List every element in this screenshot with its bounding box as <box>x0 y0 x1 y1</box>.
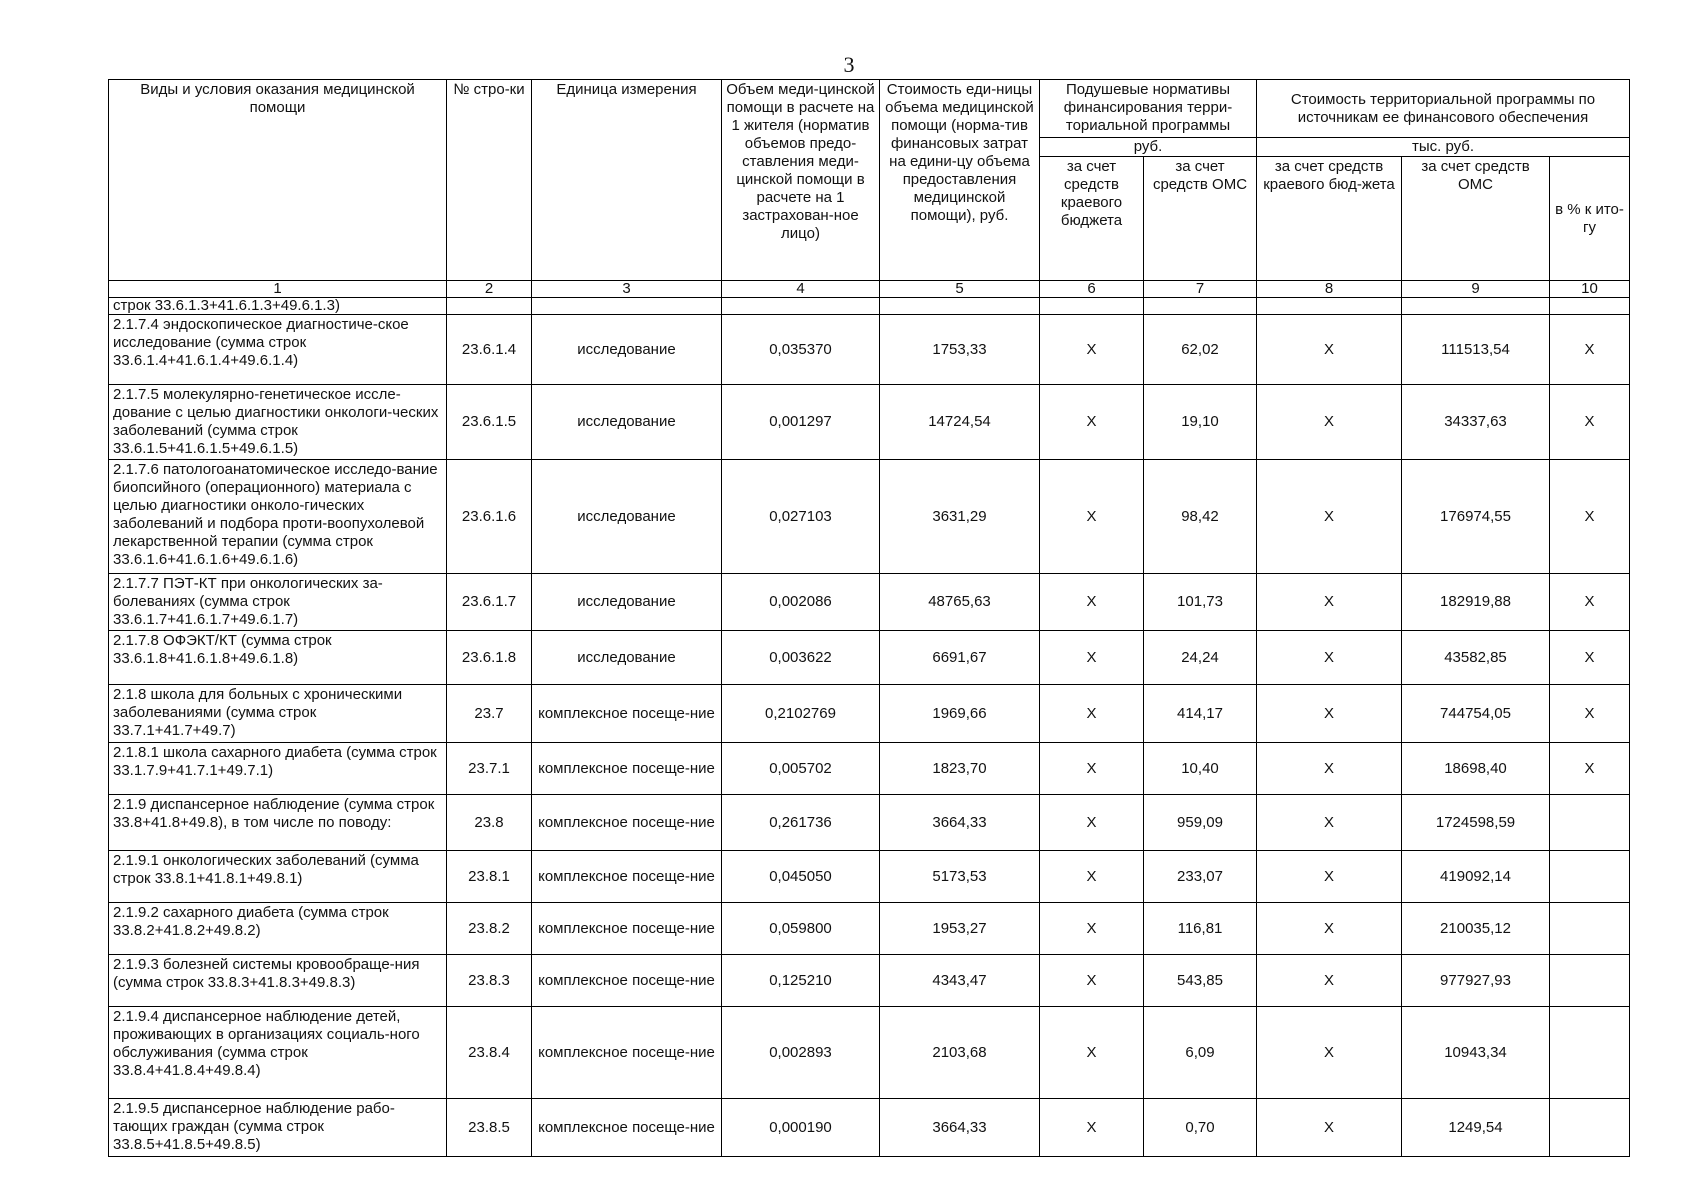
row-name: 2.1.8.1 школа сахарного диабета (сумма строк 33.1.7.9+41.7.1+49.7.1) <box>109 743 447 795</box>
financing-table <box>108 79 1630 1157</box>
row-percent-total <box>1550 903 1630 955</box>
row-unit-cost: 3631,29 <box>880 460 1040 574</box>
row-cost-regional-budget: X <box>1257 1007 1402 1099</box>
row-regional-budget: X <box>1040 1007 1144 1099</box>
column-number-row <box>109 281 1630 298</box>
row-name: 2.1.9.3 болезней системы кровообраще-ния (сумма строк 33.8.3+41.8.3+49.8.3) <box>109 955 447 1007</box>
row-regional-budget: X <box>1040 460 1144 574</box>
row-cost-oms: 43582,85 <box>1402 631 1550 685</box>
row-cost-regional-budget: X <box>1257 1099 1402 1157</box>
row-line-number: 23.8.1 <box>447 851 532 903</box>
row-unit: комплексное посеще-ние <box>532 903 722 955</box>
row-unit: исследование <box>532 385 722 460</box>
header-cost-unit: тыс. руб. <box>1257 138 1630 157</box>
row-unit-cost: 1753,33 <box>880 315 1040 385</box>
table-body <box>109 298 1630 1157</box>
row-regional-budget: X <box>1040 851 1144 903</box>
row-regional-budget: X <box>1040 631 1144 685</box>
row-oms: 959,09 <box>1144 795 1257 851</box>
row-volume: 0,2102769 <box>722 685 880 743</box>
row-percent-total <box>1550 1099 1630 1157</box>
row-name: 2.1.7.8 ОФЭКТ/КТ (сумма строк 33.6.1.8+41.6.1.8+49.6.1.8) <box>109 631 447 685</box>
row-unit: комплексное посеще-ние <box>532 743 722 795</box>
table-row <box>109 315 1630 385</box>
header-per-capita-unit: руб. <box>1040 138 1257 157</box>
table-row <box>109 574 1630 631</box>
row-cost-oms: 10943,34 <box>1402 1007 1550 1099</box>
row-name: 2.1.7.4 эндоскопическое диагностиче-ское исследование (сумма строк 33.6.1.4+41.6.1.4+49.6.1.4) <box>109 315 447 385</box>
row-percent-total <box>1550 795 1630 851</box>
header-volume: Объем меди-цинской помощи в расчете на 1 жителя (норматив объемов предо-ставления меди-цинской помощи в расчете на 1 застрахован-ное лицо) <box>722 80 880 281</box>
row-volume: 0,045050 <box>722 851 880 903</box>
row-cost-regional-budget: X <box>1257 685 1402 743</box>
empty-cell <box>880 298 1040 315</box>
row-volume: 0,002893 <box>722 1007 880 1099</box>
row-regional-budget: X <box>1040 795 1144 851</box>
row-cost-regional-budget: X <box>1257 315 1402 385</box>
row-unit: комплексное посеще-ние <box>532 1099 722 1157</box>
row-unit: комплексное посеще-ние <box>532 795 722 851</box>
row-unit-cost: 3664,33 <box>880 1099 1040 1157</box>
row-name: 2.1.9.1 онкологических заболеваний (сумма строк 33.8.1+41.8.1+49.8.1) <box>109 851 447 903</box>
row-oms: 101,73 <box>1144 574 1257 631</box>
row-oms: 19,10 <box>1144 385 1257 460</box>
row-percent-total: X <box>1550 631 1630 685</box>
row-regional-budget: X <box>1040 385 1144 460</box>
row-unit: комплексное посеще-ние <box>532 1007 722 1099</box>
row-line-number: 23.8.5 <box>447 1099 532 1157</box>
row-volume: 0,002086 <box>722 574 880 631</box>
empty-cell <box>1402 298 1550 315</box>
empty-cell <box>1550 298 1630 315</box>
row-regional-budget: X <box>1040 743 1144 795</box>
table-row <box>109 685 1630 743</box>
row-regional-budget: X <box>1040 315 1144 385</box>
row-name: 2.1.7.6 патологоанатомическое исследо-вание биопсийного (операционного) материала с целью диагностики онколо-гических заболеваний и подбора проти-воопухолевой лекарственной терапии (сумма строк 33.6.1.6+41.6.1.6+49.6.1.6) <box>109 460 447 574</box>
row-regional-budget: X <box>1040 1099 1144 1157</box>
continuation-row <box>109 298 1630 315</box>
row-name: 2.1.8 школа для больных с хроническими заболеваниями (сумма строк 33.7.1+41.7+49.7) <box>109 685 447 743</box>
row-unit: комплексное посеще-ние <box>532 955 722 1007</box>
empty-cell <box>532 298 722 315</box>
row-cost-regional-budget: X <box>1257 460 1402 574</box>
row-volume: 0,261736 <box>722 795 880 851</box>
row-volume: 0,027103 <box>722 460 880 574</box>
row-cost-oms: 210035,12 <box>1402 903 1550 955</box>
row-unit-cost: 4343,47 <box>880 955 1040 1007</box>
row-unit-cost: 1953,27 <box>880 903 1040 955</box>
row-unit: исследование <box>532 460 722 574</box>
row-line-number: 23.6.1.7 <box>447 574 532 631</box>
column-number: 8 <box>1257 281 1402 298</box>
row-cost-oms: 176974,55 <box>1402 460 1550 574</box>
column-number: 6 <box>1040 281 1144 298</box>
row-percent-total <box>1550 851 1630 903</box>
row-line-number: 23.8.4 <box>447 1007 532 1099</box>
row-line-number: 23.6.1.8 <box>447 631 532 685</box>
row-cost-oms: 34337,63 <box>1402 385 1550 460</box>
table-row <box>109 1007 1630 1099</box>
column-number: 10 <box>1550 281 1630 298</box>
row-unit: комплексное посеще-ние <box>532 851 722 903</box>
row-oms: 116,81 <box>1144 903 1257 955</box>
row-name: 2.1.9.4 диспансерное наблюдение детей, проживающих в организациях социаль-ного обслуживания (сумма строк 33.8.4+41.8.4+49.8.4) <box>109 1007 447 1099</box>
row-percent-total <box>1550 1007 1630 1099</box>
row-cost-oms: 744754,05 <box>1402 685 1550 743</box>
header-cost-group: Стоимость территориальной программы по источникам ее финансового обеспечения <box>1257 80 1630 138</box>
column-number: 1 <box>109 281 447 298</box>
row-cost-regional-budget: X <box>1257 743 1402 795</box>
row-unit: исследование <box>532 574 722 631</box>
row-unit: исследование <box>532 315 722 385</box>
row-line-number: 23.8 <box>447 795 532 851</box>
row-unit-cost: 14724,54 <box>880 385 1040 460</box>
table-row <box>109 795 1630 851</box>
table-row <box>109 743 1630 795</box>
row-cost-oms: 1724598,59 <box>1402 795 1550 851</box>
table-row <box>109 1099 1630 1157</box>
row-unit-cost: 48765,63 <box>880 574 1040 631</box>
row-oms: 6,09 <box>1144 1007 1257 1099</box>
row-cost-regional-budget: X <box>1257 851 1402 903</box>
header-percent-total: в % к ито-гу <box>1550 157 1630 281</box>
row-name: 2.1.9.5 диспансерное наблюдение рабо-тающих граждан (сумма строк 33.8.5+41.8.5+49.8.5) <box>109 1099 447 1157</box>
header-cost-oms: за счет средств ОМС <box>1402 157 1550 281</box>
row-percent-total: X <box>1550 743 1630 795</box>
empty-cell <box>1040 298 1144 315</box>
row-cost-regional-budget: X <box>1257 385 1402 460</box>
row-oms: 543,85 <box>1144 955 1257 1007</box>
table-row <box>109 460 1630 574</box>
row-unit-cost: 1969,66 <box>880 685 1040 743</box>
table-row <box>109 385 1630 460</box>
row-line-number: 23.7.1 <box>447 743 532 795</box>
row-cost-oms: 977927,93 <box>1402 955 1550 1007</box>
row-cost-regional-budget: X <box>1257 955 1402 1007</box>
row-oms: 414,17 <box>1144 685 1257 743</box>
row-regional-budget: X <box>1040 685 1144 743</box>
row-volume: 0,059800 <box>722 903 880 955</box>
row-cost-regional-budget: X <box>1257 903 1402 955</box>
column-number: 5 <box>880 281 1040 298</box>
row-unit-cost: 6691,67 <box>880 631 1040 685</box>
row-oms: 233,07 <box>1144 851 1257 903</box>
row-line-number: 23.6.1.4 <box>447 315 532 385</box>
row-oms: 24,24 <box>1144 631 1257 685</box>
row-cost-oms: 419092,14 <box>1402 851 1550 903</box>
row-volume: 0,000190 <box>722 1099 880 1157</box>
row-volume: 0,125210 <box>722 955 880 1007</box>
row-percent-total: X <box>1550 315 1630 385</box>
row-percent-total: X <box>1550 385 1630 460</box>
header-line-number: № стро-ки <box>447 80 532 281</box>
row-cost-regional-budget: X <box>1257 574 1402 631</box>
empty-cell <box>722 298 880 315</box>
header-unit-cost: Стоимость еди-ницы объема медицинской помощи (норма-тив финансовых затрат на едини-цу объема предоставления медицинской помощи), руб. <box>880 80 1040 281</box>
row-oms: 62,02 <box>1144 315 1257 385</box>
table-row <box>109 851 1630 903</box>
row-line-number: 23.6.1.6 <box>447 460 532 574</box>
row-oms: 0,70 <box>1144 1099 1257 1157</box>
column-number: 3 <box>532 281 722 298</box>
header-oms: за счет средств ОМС <box>1144 157 1257 281</box>
row-line-number: 23.6.1.5 <box>447 385 532 460</box>
row-unit: исследование <box>532 631 722 685</box>
header-per-capita-group: Подушевые нормативы финансирования терри-ториальной программы <box>1040 80 1257 138</box>
row-unit-cost: 5173,53 <box>880 851 1040 903</box>
table-header <box>109 80 1630 298</box>
row-cost-regional-budget: X <box>1257 795 1402 851</box>
row-cost-oms: 18698,40 <box>1402 743 1550 795</box>
column-number: 7 <box>1144 281 1257 298</box>
row-oms: 98,42 <box>1144 460 1257 574</box>
table-row <box>109 631 1630 685</box>
header-unit: Единица измерения <box>532 80 722 281</box>
header-kinds: Виды и условия оказания медицинской помощи <box>109 80 447 281</box>
page-number: 3 <box>843 52 855 77</box>
row-cost-oms: 111513,54 <box>1402 315 1550 385</box>
row-unit-cost: 1823,70 <box>880 743 1040 795</box>
row-volume: 0,003622 <box>722 631 880 685</box>
row-name: 2.1.7.7 ПЭТ-КТ при онкологических за-болеваниях (сумма строк 33.6.1.7+41.6.1.7+49.6.1.7) <box>109 574 447 631</box>
row-percent-total: X <box>1550 460 1630 574</box>
row-percent-total: X <box>1550 574 1630 631</box>
row-unit-cost: 2103,68 <box>880 1007 1040 1099</box>
header-regional-budget: за счет средств краевого бюджета <box>1040 157 1144 281</box>
column-number: 4 <box>722 281 880 298</box>
empty-cell <box>1257 298 1402 315</box>
row-volume: 0,005702 <box>722 743 880 795</box>
continuation-text: строк 33.6.1.3+41.6.1.3+49.6.1.3) <box>109 298 447 315</box>
row-regional-budget: X <box>1040 574 1144 631</box>
row-line-number: 23.8.2 <box>447 903 532 955</box>
row-regional-budget: X <box>1040 903 1144 955</box>
table-row <box>109 903 1630 955</box>
row-percent-total <box>1550 955 1630 1007</box>
row-cost-oms: 1249,54 <box>1402 1099 1550 1157</box>
row-cost-oms: 182919,88 <box>1402 574 1550 631</box>
column-number: 9 <box>1402 281 1550 298</box>
row-volume: 0,035370 <box>722 315 880 385</box>
row-cost-regional-budget: X <box>1257 631 1402 685</box>
column-number: 2 <box>447 281 532 298</box>
row-name: 2.1.9 диспансерное наблюдение (сумма строк 33.8+41.8+49.8), в том числе по поводу: <box>109 795 447 851</box>
row-oms: 10,40 <box>1144 743 1257 795</box>
row-regional-budget: X <box>1040 955 1144 1007</box>
header-cost-regional-budget: за счет средств краевого бюд-жета <box>1257 157 1402 281</box>
empty-cell <box>447 298 532 315</box>
row-line-number: 23.7 <box>447 685 532 743</box>
row-percent-total: X <box>1550 685 1630 743</box>
row-name: 2.1.9.2 сахарного диабета (сумма строк 33.8.2+41.8.2+49.8.2) <box>109 903 447 955</box>
row-unit: комплексное посеще-ние <box>532 685 722 743</box>
table-row <box>109 955 1630 1007</box>
row-unit-cost: 3664,33 <box>880 795 1040 851</box>
empty-cell <box>1144 298 1257 315</box>
row-name: 2.1.7.5 молекулярно-генетическое иссле-дование с целью диагностики онкологи-ческих заболеваний (сумма строк 33.6.1.5+41.6.1.5+49.6.1.5) <box>109 385 447 460</box>
row-line-number: 23.8.3 <box>447 955 532 1007</box>
row-volume: 0,001297 <box>722 385 880 460</box>
